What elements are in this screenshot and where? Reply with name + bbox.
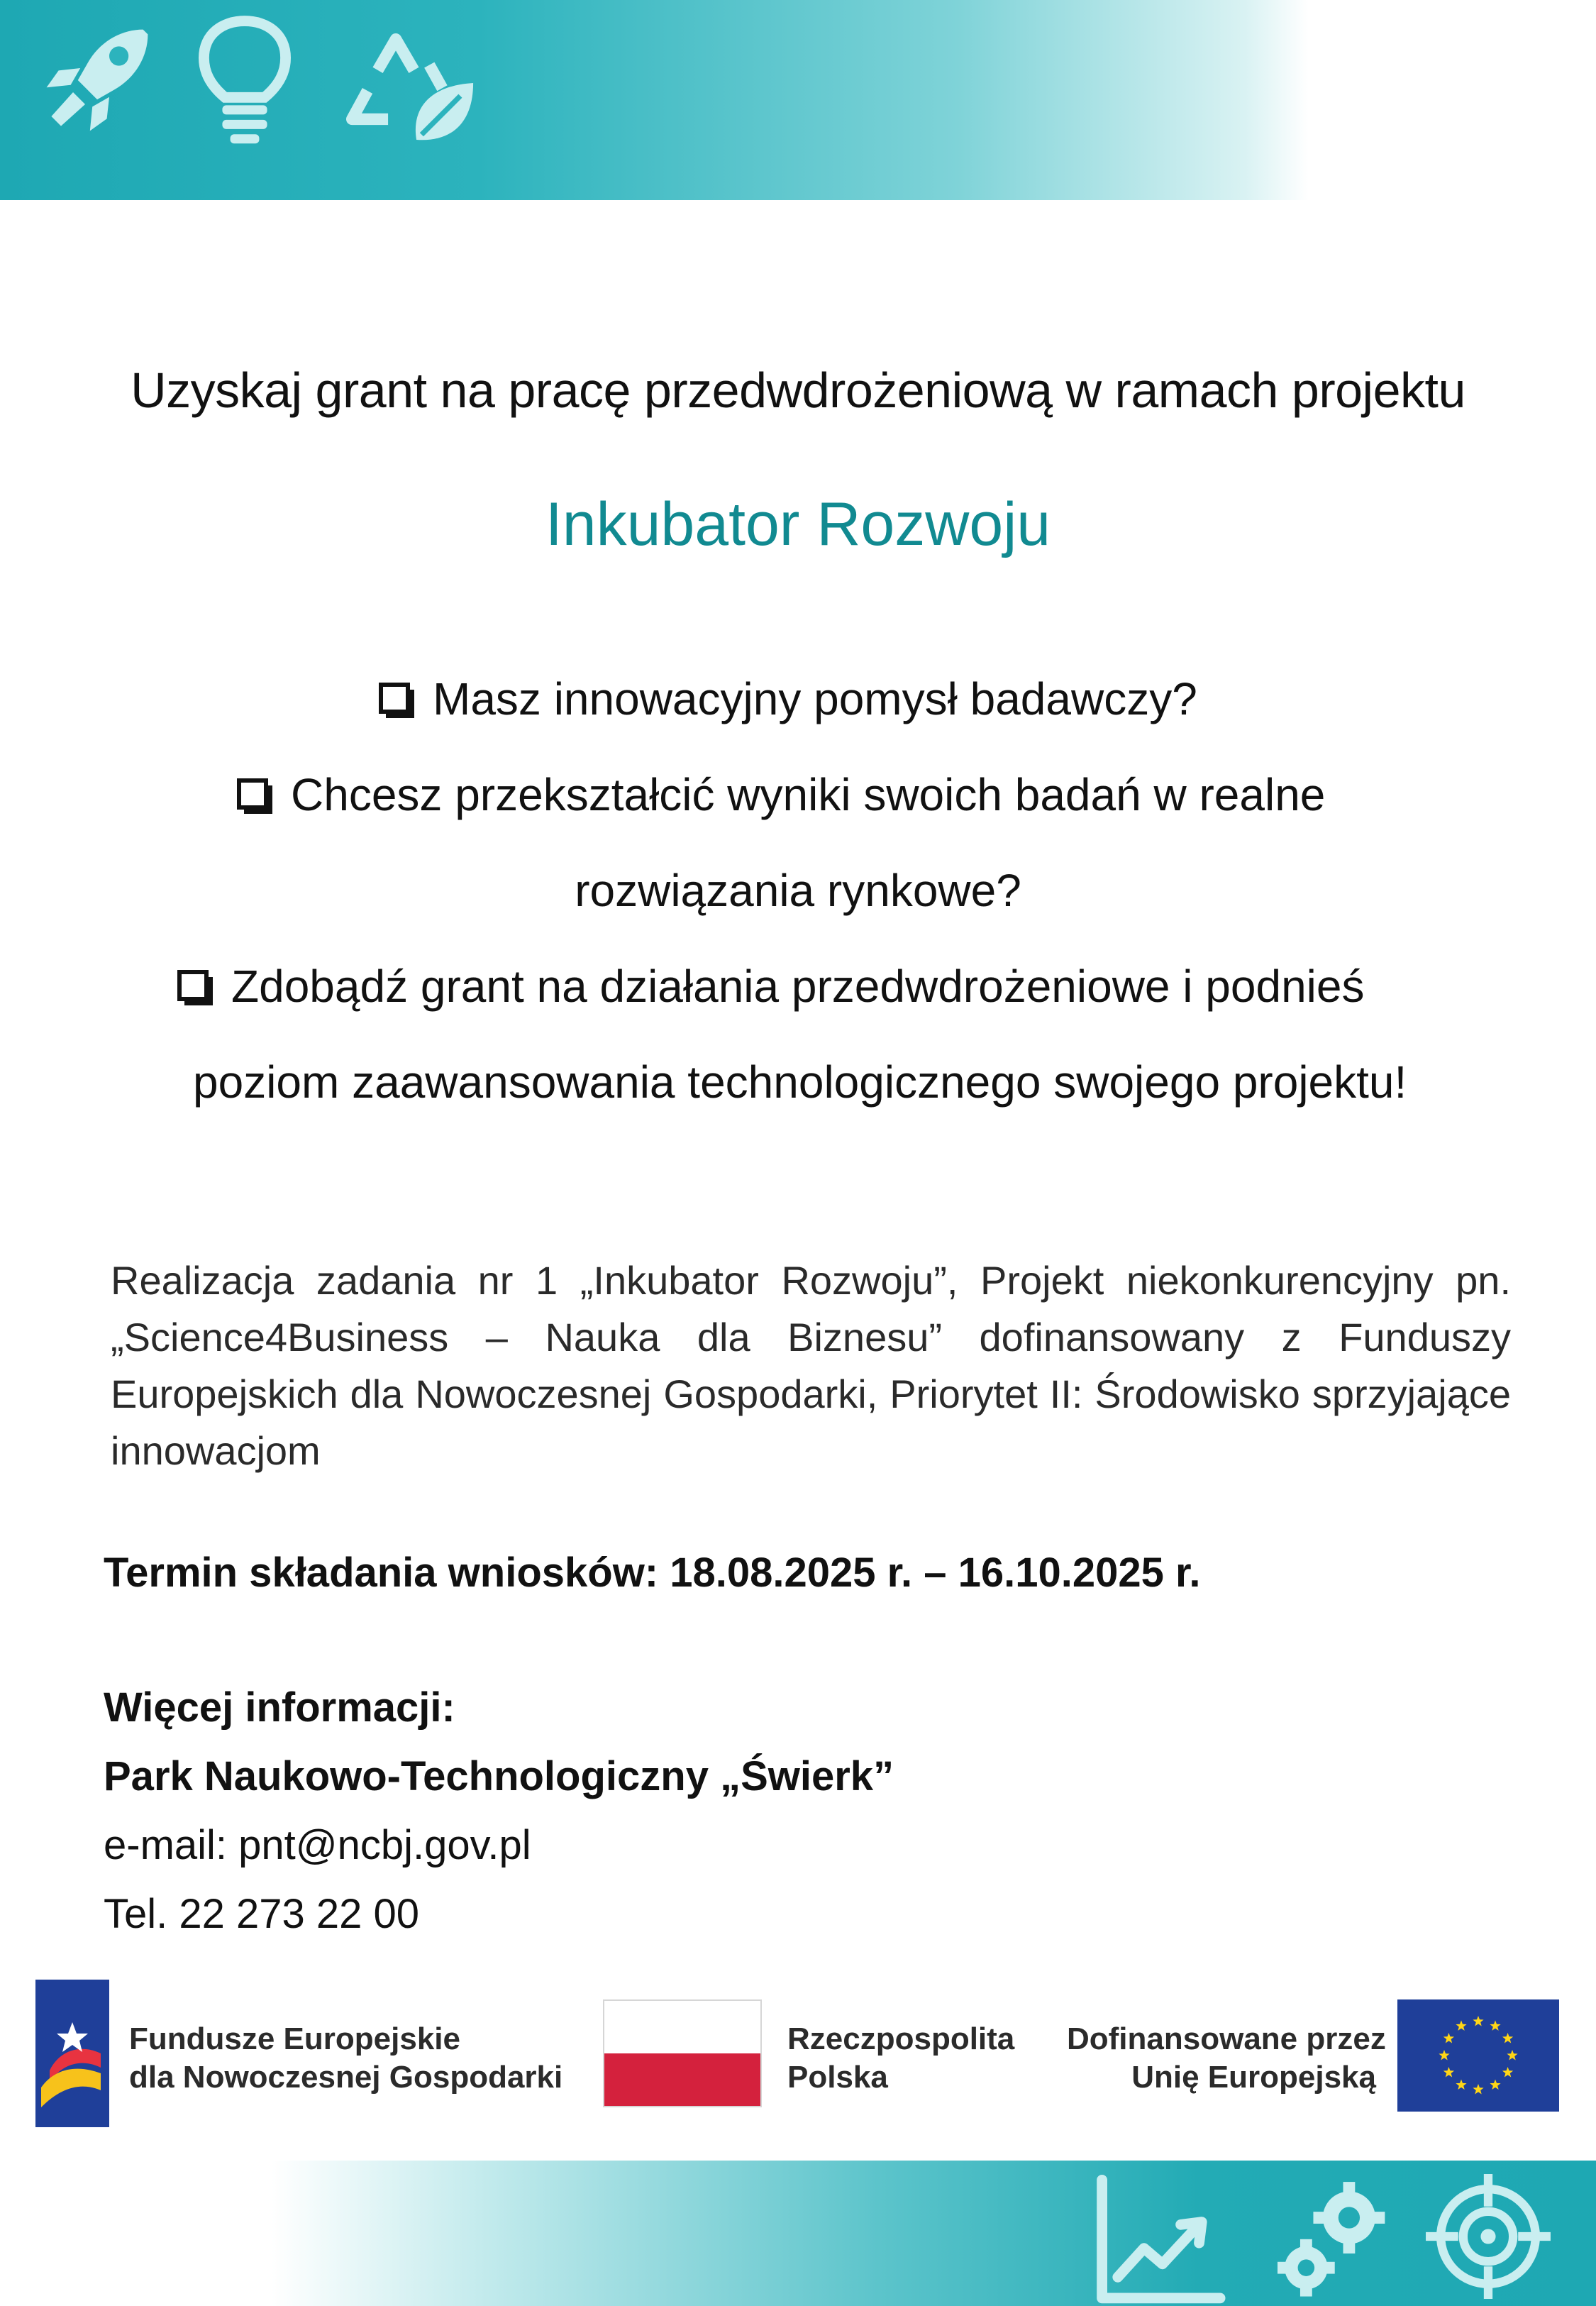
checkbox-icon — [177, 970, 209, 1001]
eu-star-icon — [1490, 2020, 1500, 2030]
organization-name: Park Naukowo-Technologiczny „Świerk” — [104, 1753, 894, 1799]
eu-star-icon — [1473, 2084, 1483, 2094]
polish-flag — [603, 1999, 762, 2107]
eu-star-icon — [1507, 2050, 1517, 2060]
eu-star-icon — [1490, 2080, 1500, 2090]
eu-star-icon — [1439, 2050, 1449, 2060]
checkbox-icon — [237, 778, 268, 810]
project-title: Inkubator Rozwoju — [545, 490, 1051, 558]
eu-star-icon — [1502, 2033, 1513, 2043]
fundusze-europejskie-logo — [35, 1980, 109, 2131]
contact-phone: Tel. 22 273 22 00 — [104, 1891, 420, 1937]
eu-star-icon — [1443, 2067, 1454, 2077]
project-note: Realizacja zadania nr 1 „Inkubator Rozwoju”, Projekt niekonkurencyjny pn. „Science4Business – Nauka dla Biznesu” dofinansowany z Funduszy Europejskich dla Nowoczesnej Gospodarki, Priorytet II: Środowisko sprzyjające innowacjom — [111, 1258, 1511, 1473]
eu-logo-text: Dofinansowane przez Unię Europejską — [1067, 2021, 1386, 2095]
eu-star-icon — [1456, 2020, 1466, 2030]
eu-flag — [1397, 1999, 1559, 2112]
eu-star-icon — [1473, 2016, 1483, 2026]
gears-icon — [1270, 2175, 1390, 2306]
target-icon — [1426, 2169, 1551, 2304]
footer-band — [0, 2161, 1596, 2306]
lightbulb-icon — [199, 14, 291, 149]
bullet-continuation: poziom zaawansowania technologicznego swojego projektu! — [193, 1057, 1407, 1108]
eu-star-icon — [1502, 2067, 1513, 2077]
rocket-icon — [37, 20, 157, 140]
rp-logo-text: Rzeczpospolita Polska — [787, 2021, 1015, 2095]
bullet-item: Chcesz przekształcić wyniki swoich badań w realne — [237, 768, 1325, 821]
page-heading: Uzyskaj grant na pracę przedwdrożeniową w ramach projektu — [131, 363, 1465, 418]
more-info-label: Więcej informacji: — [104, 1684, 455, 1731]
checkbox-icon — [379, 683, 410, 714]
header-band — [0, 0, 1596, 200]
recycle-leaf-icon — [339, 16, 481, 150]
contact-email[interactable]: e-mail: pnt@ncbj.gov.pl — [104, 1822, 531, 1868]
eu-star-icon — [1443, 2033, 1454, 2043]
eu-star-icon — [1456, 2080, 1466, 2090]
bullet-item: Masz innowacyjny pomysł badawczy? — [379, 673, 1197, 725]
deadline: Termin składania wniosków: 18.08.2025 r. – 16.10.2025 r. — [104, 1550, 1201, 1596]
bullet-item: Zdobądź grant na działania przedwdrożeniowe i podnieś — [177, 960, 1364, 1013]
fe-logo-text: Fundusze Europejskie dla Nowoczesnej Gospodarki — [129, 2021, 563, 2095]
bullet-continuation: rozwiązania rynkowe? — [575, 865, 1021, 916]
chart-growth-icon — [1092, 2175, 1227, 2306]
